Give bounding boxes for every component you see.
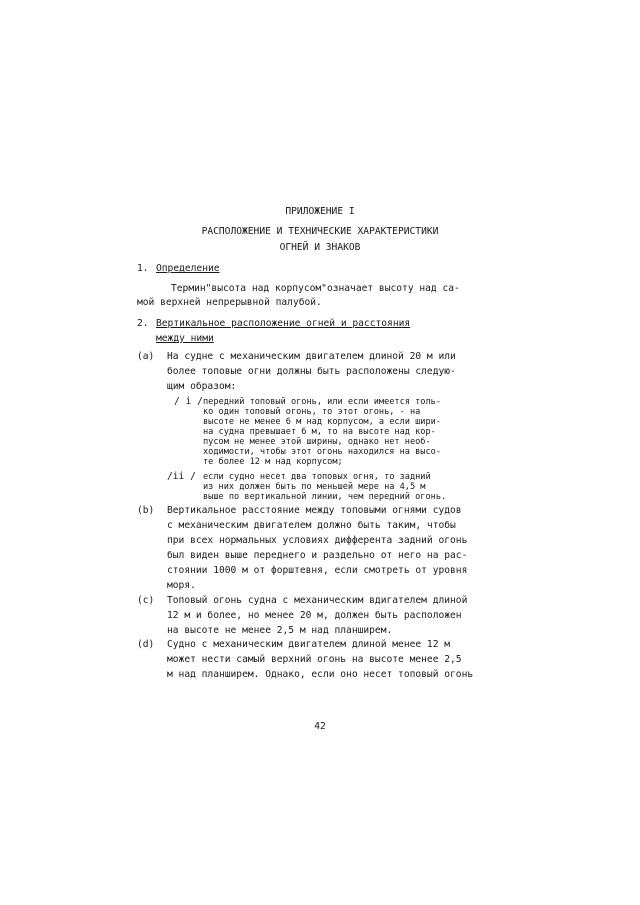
section-1-text-line: мой верхней непрерывной палубой.: [137, 297, 322, 308]
section-1-text-line: Термин"высота над корпусом"означает высоту над са-: [171, 283, 460, 294]
sub-item-i-line: передний топовый огонь, или если имеется толь-: [203, 397, 441, 407]
sub-item-i-line: ходимости, чтобы этот огонь находился на высо-: [203, 447, 441, 457]
item-b-label: (b): [137, 505, 155, 516]
item-b-line: был виден выше переднего и раздельно от него на рас-: [167, 550, 468, 561]
sub-item-i-line: на судна превышает 6 м, то на высоте над кор-: [203, 427, 436, 437]
section-1-number: 1.: [137, 263, 149, 274]
item-c-line: Топовый огонь судна с механическим вдигателем длиной: [167, 595, 468, 606]
sub-item-ii-line: если судно несет два топовых огня, то задний: [203, 472, 431, 482]
heading-line-2: ОГНЕЙ И ЗНАКОВ: [279, 242, 361, 253]
sub-item-i-label: / i /: [174, 396, 203, 407]
item-b-line: с механическим двигателем должно быть таким, чтобы: [167, 520, 456, 531]
sub-item-ii-line: выше по вертикальной линии, чем передний огонь.: [203, 492, 447, 502]
section-2-title-line-2: между ними: [156, 333, 214, 344]
heading-line-1: РАСПОЛОЖЕНИЕ И ТЕХНИЧЕСКИЕ ХАРАКТЕРИСТИКИ: [201, 226, 439, 237]
item-a-label: (a): [137, 351, 155, 362]
appendix-title: ПРИЛОЖЕНИЕ I: [285, 206, 355, 217]
item-a-line: более топовые огни должны быть расположены следую-: [167, 366, 456, 377]
item-a-line: щим образом:: [167, 381, 237, 392]
section-1-title: Определение: [156, 263, 220, 274]
item-c-label: (c): [137, 595, 155, 606]
item-d-line: Судно с механическим двигателем длиной менее 12 м: [167, 639, 451, 650]
sub-item-i-line: пусом не менее этой ширины, однако нет необ-: [203, 437, 431, 447]
item-b-line: моря.: [167, 580, 196, 591]
section-2-number: 2.: [137, 318, 149, 329]
item-d-label: (d): [137, 639, 155, 650]
item-b-line: Вертикальное расстояние между топовыми огнями судов: [167, 505, 462, 516]
page-number: 42: [314, 721, 326, 732]
item-d-line: м над планширем. Однако, если оно несет топовый огонь: [167, 669, 474, 680]
sub-item-ii-line: из них должен быть по меньшей мере на 4,5 м: [203, 482, 426, 492]
sub-item-i-line: ко один топовый огонь, то этот огонь, - на: [203, 407, 421, 417]
item-b-line: при всех нормальных условиях дифферента задний огонь: [167, 535, 468, 546]
item-c-line: на высоте не менее 2,5 м над планширем.: [167, 625, 393, 636]
item-a-line: На судне с механическим двигателем длиной 20 м или: [167, 351, 456, 362]
item-b-line: стоянии 1000 м от форштевня, если смотреть от уровня: [167, 565, 468, 576]
sub-item-ii-label: /ii /: [167, 471, 196, 482]
section-2-title-line-1: Вертикальное расположение огней и расстояния: [156, 318, 411, 329]
item-c-line: 12 м и более, но менее 20 м, должен быть расположен: [167, 610, 462, 621]
item-d-line: может нести самый верхний огонь на высоте менее 2,5: [167, 654, 462, 665]
sub-item-i-line: высоте не менее 6 м над корпусом, а если шири-: [203, 417, 441, 427]
sub-item-i-line: те более 12 м над корпусом;: [203, 457, 343, 467]
